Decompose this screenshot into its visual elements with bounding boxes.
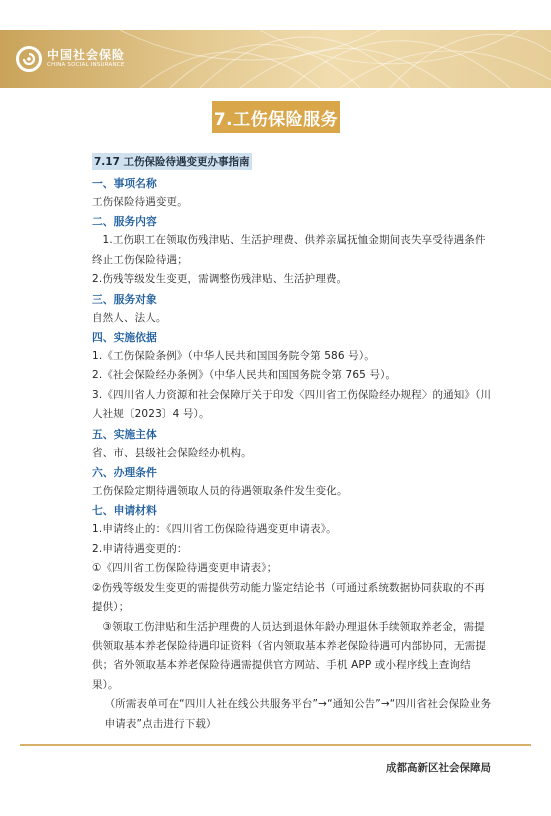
paragraph: 工伤保险定期待遇领取人员的待遇领取条件发生变化。 — [92, 485, 348, 498]
logo — [16, 46, 125, 72]
chapter-title: 7.工伤保险服务 — [212, 101, 340, 133]
footer-divider — [20, 744, 531, 746]
paragraph: 1.工伤职工在领取伤残津贴、生活护理费、供养亲属抚恤金期间丧失享受待遇条件终止工伤保险待遇； — [92, 234, 486, 266]
paragraph: ①《四川省工伤保险待遇变更申请表》； — [92, 562, 278, 575]
document-body — [92, 153, 492, 734]
heading-item-name: 一、事项名称 — [92, 177, 157, 190]
logo-text-en: CHINA SOCIAL INSURANCE — [47, 62, 125, 69]
logo-text-cn: 中国社会保险 — [47, 48, 126, 63]
paragraph: 2.《社会保险经办条例》（中华人民共和国国务院令第 765 号）。 — [92, 369, 397, 382]
paragraph: 2.伤残等级发生变更，需调整伤残津贴、生活护理费。 — [92, 273, 348, 286]
paragraph: 2.申请待遇变更的： — [92, 542, 188, 555]
footer-organization: 成都高新区社会保障局 — [386, 762, 491, 774]
paragraph: ②伤残等级发生变更的需提供劳动能力鉴定结论书（可通过系统数据协同获取的不再提供）； — [92, 581, 485, 614]
header-banner — [0, 30, 551, 88]
heading-conditions: 六、办理条件 — [92, 466, 157, 480]
heading-service-target: 三、服务对象 — [92, 292, 157, 306]
download-note: （所需表单可在“四川人社在线公共服务平台”→“通知公告”→“四川省社会保险业务申请表”点击进行下载） — [104, 698, 492, 730]
heading-application-materials: 七、申请材料 — [92, 504, 157, 518]
paragraph: 工伤保险待遇变更。 — [92, 196, 188, 208]
paragraph: 1.《工伤保险条例》（中华人民共和国国务院令第 586 号）。 — [92, 350, 375, 363]
section-title: 7.17 工伤保险待遇变更办事指南 — [92, 153, 252, 170]
paragraph: 1.申请终止的：《四川省工伤保险待遇变更申请表》。 — [92, 523, 337, 536]
paragraph: 3.《四川省人力资源和社会保障厅关于印发〈四川省工伤保险经办规程〉的通知》（川人社规〔2023〕4 号）。 — [92, 388, 492, 421]
paragraph: 自然人、法人。 — [92, 311, 167, 324]
heading-implementing-body: 五、实施主体 — [92, 427, 157, 441]
heading-service-content: 二、服务内容 — [92, 215, 157, 229]
paragraph: ③领取工伤津贴和生活护理费的人员达到退休年龄办理退休手续领取养老金，需提供领取基本养老保险待遇印证资料（省内领取基本养老保险待遇可内部协同，无需提供；省外领取基本养老保险待遇需提供官方网站、手机 APP 或小程序线上查询结果）。 — [92, 620, 487, 691]
paragraph: 省、市、县级社会保险经办机构。 — [92, 446, 252, 459]
china-social-insurance-emblem-icon — [16, 46, 42, 72]
heading-legal-basis: 四、实施依据 — [92, 331, 157, 345]
